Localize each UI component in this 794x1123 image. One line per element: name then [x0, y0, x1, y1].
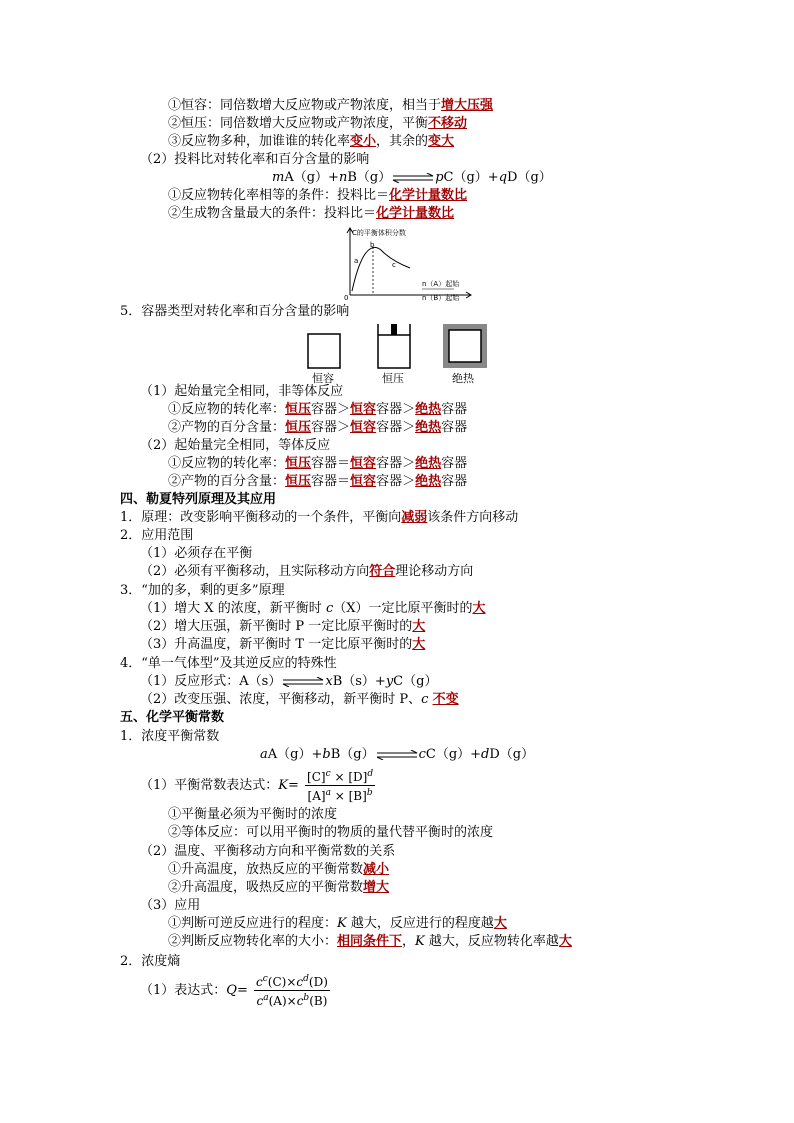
answer: 减小 — [363, 862, 390, 877]
text: 容器 — [441, 474, 468, 489]
var: K — [278, 778, 288, 793]
text: 容器＝ — [311, 474, 351, 489]
line-condition1 — [168, 187, 467, 205]
line-apply1 — [168, 915, 507, 933]
text: B（g） — [330, 747, 375, 762]
text: 容器＞ — [376, 474, 416, 489]
answer: 恒压 — [285, 402, 312, 417]
answer: 大 — [472, 601, 486, 616]
answer: 恒容 — [350, 420, 377, 435]
line-percent1 — [168, 419, 467, 437]
line-q-title: 2．浓度熵 — [120, 954, 181, 969]
line-apply2 — [168, 933, 572, 951]
answer: 恒压 — [285, 420, 312, 435]
equilibrium-arrow-icon — [391, 173, 435, 183]
container-diagrams — [306, 322, 496, 370]
var: c — [325, 601, 334, 616]
answer: 符合 — [369, 564, 396, 579]
answer: 变小 — [350, 134, 377, 149]
var: K — [415, 934, 425, 949]
answer: 大 — [558, 934, 572, 949]
line-scope1: （1）必须存在平衡 — [140, 546, 253, 561]
text: 理论移动方向 — [395, 564, 474, 579]
text: 容器 — [441, 456, 468, 471]
answer: 增大压强 — [441, 98, 494, 113]
line-more: 3．“加的多，剩的更多”原理 — [120, 583, 285, 598]
reaction-equation — [272, 169, 552, 187]
box-label-jueru: 绝热 — [452, 372, 474, 385]
line-duozhong — [168, 133, 454, 151]
coef: n — [338, 170, 348, 185]
text: D（g） — [489, 747, 535, 762]
text: 容器＞ — [376, 402, 416, 417]
answer: 绝热 — [415, 474, 442, 489]
answer: 大 — [412, 637, 426, 652]
line-form — [140, 673, 437, 691]
graph-ylabel: C的平衡体积分数 — [352, 229, 406, 237]
text: ①恒容：同倍数增大反应物或产物浓度，相当于 — [168, 98, 442, 113]
var: Q — [226, 983, 237, 998]
text: ， — [402, 934, 416, 949]
text: ③反应物多种，加谁谁的转化率 — [168, 134, 351, 149]
text: （1）反应形式：A（s） — [140, 674, 282, 689]
text: ②产物的百分含量： — [168, 420, 286, 435]
line-conc-const: 1．浓度平衡常数 — [120, 729, 220, 744]
answer: 化学计量数比 — [389, 188, 468, 203]
graph-point-a: a — [354, 257, 359, 265]
section5-title: 5．容器类型对转化率和百分含量的影响 — [120, 304, 350, 319]
box-label-hengrong: 恒容 — [312, 372, 334, 385]
coef: y — [385, 674, 394, 689]
text: ②升高温度，吸热反应的平衡常数 — [168, 880, 364, 895]
answer: 恒容 — [350, 402, 377, 417]
equilibrium-arrow-icon — [281, 677, 325, 687]
line-nonequal: （1）起始量完全相同，非等体反应 — [140, 384, 344, 399]
text: B（s）+ — [332, 674, 386, 689]
var: c — [421, 692, 429, 707]
volume-fraction-graph — [330, 225, 476, 301]
line-apply: （3）应用 — [140, 898, 201, 913]
text: 容器＝ — [311, 456, 351, 471]
line-temp: （2）温度、平衡移动方向和平衡常数的关系 — [140, 844, 396, 859]
text: 越大，反应物转化率越 — [424, 934, 559, 949]
text: B（g） — [347, 170, 392, 185]
text: （X）一定比原平衡时的 — [333, 601, 473, 616]
text: 容器＞ — [311, 402, 351, 417]
k-expression — [140, 767, 375, 805]
coef: q — [498, 170, 508, 185]
answer: 恒压 — [285, 456, 312, 471]
line-rate2 — [168, 455, 467, 473]
text: 容器＞ — [311, 420, 351, 435]
line-more3 — [140, 636, 425, 654]
coef: d — [481, 747, 490, 762]
var: K — [337, 916, 347, 931]
answer: 恒容 — [350, 474, 377, 489]
text: （2）必须有平衡移动，且实际移动方向 — [140, 564, 370, 579]
equilibrium-arrow-icon — [375, 750, 419, 760]
coef: x — [325, 674, 333, 689]
text: ①反应物的转化率： — [168, 402, 286, 417]
section4-heading: 四、勒夏特列原理及其应用 — [120, 492, 277, 507]
box-label-hengya: 恒压 — [382, 372, 404, 385]
text: 容器＞ — [376, 420, 416, 435]
line-single-gas: 4．“单一气体型”及其逆反应的特殊性 — [120, 656, 337, 671]
text: ①反应物的转化率： — [168, 456, 286, 471]
coef: c — [418, 747, 426, 762]
line-k1: ①平衡量必须为平衡时的浓度 — [168, 807, 338, 822]
answer: 大 — [412, 619, 426, 634]
line-hengya — [168, 115, 467, 133]
coef: p — [435, 170, 444, 185]
line-hengrong — [168, 97, 493, 115]
text: A（g）+ — [284, 170, 339, 185]
text: ，其余的 — [376, 134, 429, 149]
q-expression — [140, 972, 330, 1010]
q-fraction — [254, 972, 330, 1009]
line-condition2 — [168, 205, 454, 223]
denominator: $c^a(A)\times c^b(B)$ — [256, 993, 328, 1008]
denominator: $[A]^a \times [B]^b$ — [307, 788, 373, 803]
coef: b — [322, 747, 331, 762]
text: （2）增大压强，新平衡时 P 一定比原平衡时的 — [140, 619, 413, 634]
line-equal: （2）起始量完全相同，等体反应 — [140, 438, 331, 453]
graph-xlabel-bottom: n（B）起始 — [422, 294, 460, 301]
graph-origin: 0 — [344, 294, 349, 301]
text: 容器 — [441, 420, 468, 435]
answer: 恒容 — [350, 456, 377, 471]
constant-volume-container-icon — [308, 334, 340, 368]
numerator: $c^c(C)\times c^d(D)$ — [256, 974, 328, 989]
adiabatic-container-icon — [443, 324, 487, 368]
line-temp2 — [168, 879, 389, 897]
graph-xlabel-top: n（A）起始 — [422, 280, 460, 288]
text: 容器 — [441, 402, 468, 417]
text: （1）表达式： — [140, 983, 227, 998]
text: ②产物的百分含量： — [168, 474, 286, 489]
text: = — [236, 983, 248, 998]
reaction-equation-2 — [260, 746, 534, 764]
text: ②判断反应物转化率的大小： — [168, 934, 338, 949]
line-principle — [120, 509, 518, 527]
text: A（g）+ — [267, 747, 323, 762]
line-percent2 — [168, 473, 467, 491]
text: 越大，反应进行的程度越 — [346, 916, 494, 931]
text: C（g）+ — [443, 170, 499, 185]
k-fraction — [305, 767, 375, 804]
text: 1．原理：改变影响平衡移动的一个条件，平衡向 — [120, 510, 402, 525]
text: （3）升高温度，新平衡时 T 一定比原平衡时的 — [140, 637, 413, 652]
constant-pressure-container-icon — [378, 324, 410, 368]
line-more1 — [140, 600, 486, 618]
coef: m — [272, 170, 285, 185]
answer: 绝热 — [415, 420, 442, 435]
text: = — [288, 778, 299, 793]
answer: 化学计量数比 — [376, 206, 455, 221]
answer: 绝热 — [415, 456, 442, 471]
text: C（g） — [393, 674, 438, 689]
text: 该条件方向移动 — [427, 510, 519, 525]
answer: 绝热 — [415, 402, 442, 417]
answer: 相同条件下 — [337, 934, 403, 949]
answer: 恒压 — [285, 474, 312, 489]
text: ②生成物含量最大的条件：投料比＝ — [168, 206, 377, 221]
answer: 不移动 — [428, 116, 468, 131]
text: （1）增大 X 的浓度，新平衡时 — [140, 601, 326, 616]
line-scope: 2．应用范围 — [120, 528, 194, 543]
text: ②恒压：同倍数增大反应物或产物浓度，平衡 — [168, 116, 429, 131]
line-rate1 — [168, 401, 467, 419]
line-more2 — [140, 618, 425, 636]
graph-point-b: b — [370, 241, 375, 249]
text: （1）平衡常数表达式： — [140, 778, 279, 793]
answer: 变大 — [428, 134, 455, 149]
text: ①升高温度，放热反应的平衡常数 — [168, 862, 364, 877]
graph-point-c: c — [392, 261, 396, 269]
numerator: $[C]^c \times [D]^d$ — [307, 769, 374, 784]
answer: 不变 — [432, 692, 459, 707]
answer: 增大 — [363, 880, 390, 895]
text: D（g） — [507, 170, 552, 185]
line-change — [140, 691, 459, 709]
section5b-heading: 五、化学平衡常数 — [120, 710, 225, 725]
coef: a — [260, 747, 268, 762]
text: ①判断可逆反应进行的程度： — [168, 916, 338, 931]
line-scope2 — [140, 563, 473, 581]
text: （2）改变压强、浓度，平衡移动，新平衡时 P、 — [140, 692, 422, 707]
line-temp1 — [168, 861, 389, 879]
text: C（g）+ — [425, 747, 482, 762]
answer: 减弱 — [401, 510, 428, 525]
line-k2: ②等体反应：可以用平衡时的物质的量代替平衡时的浓度 — [168, 825, 494, 840]
line-toulaobi: （2）投料比对转化率和百分含量的影响 — [140, 152, 370, 167]
text: 容器＞ — [376, 456, 416, 471]
answer: 大 — [493, 916, 507, 931]
text: ①反应物转化率相等的条件：投料比＝ — [168, 188, 390, 203]
